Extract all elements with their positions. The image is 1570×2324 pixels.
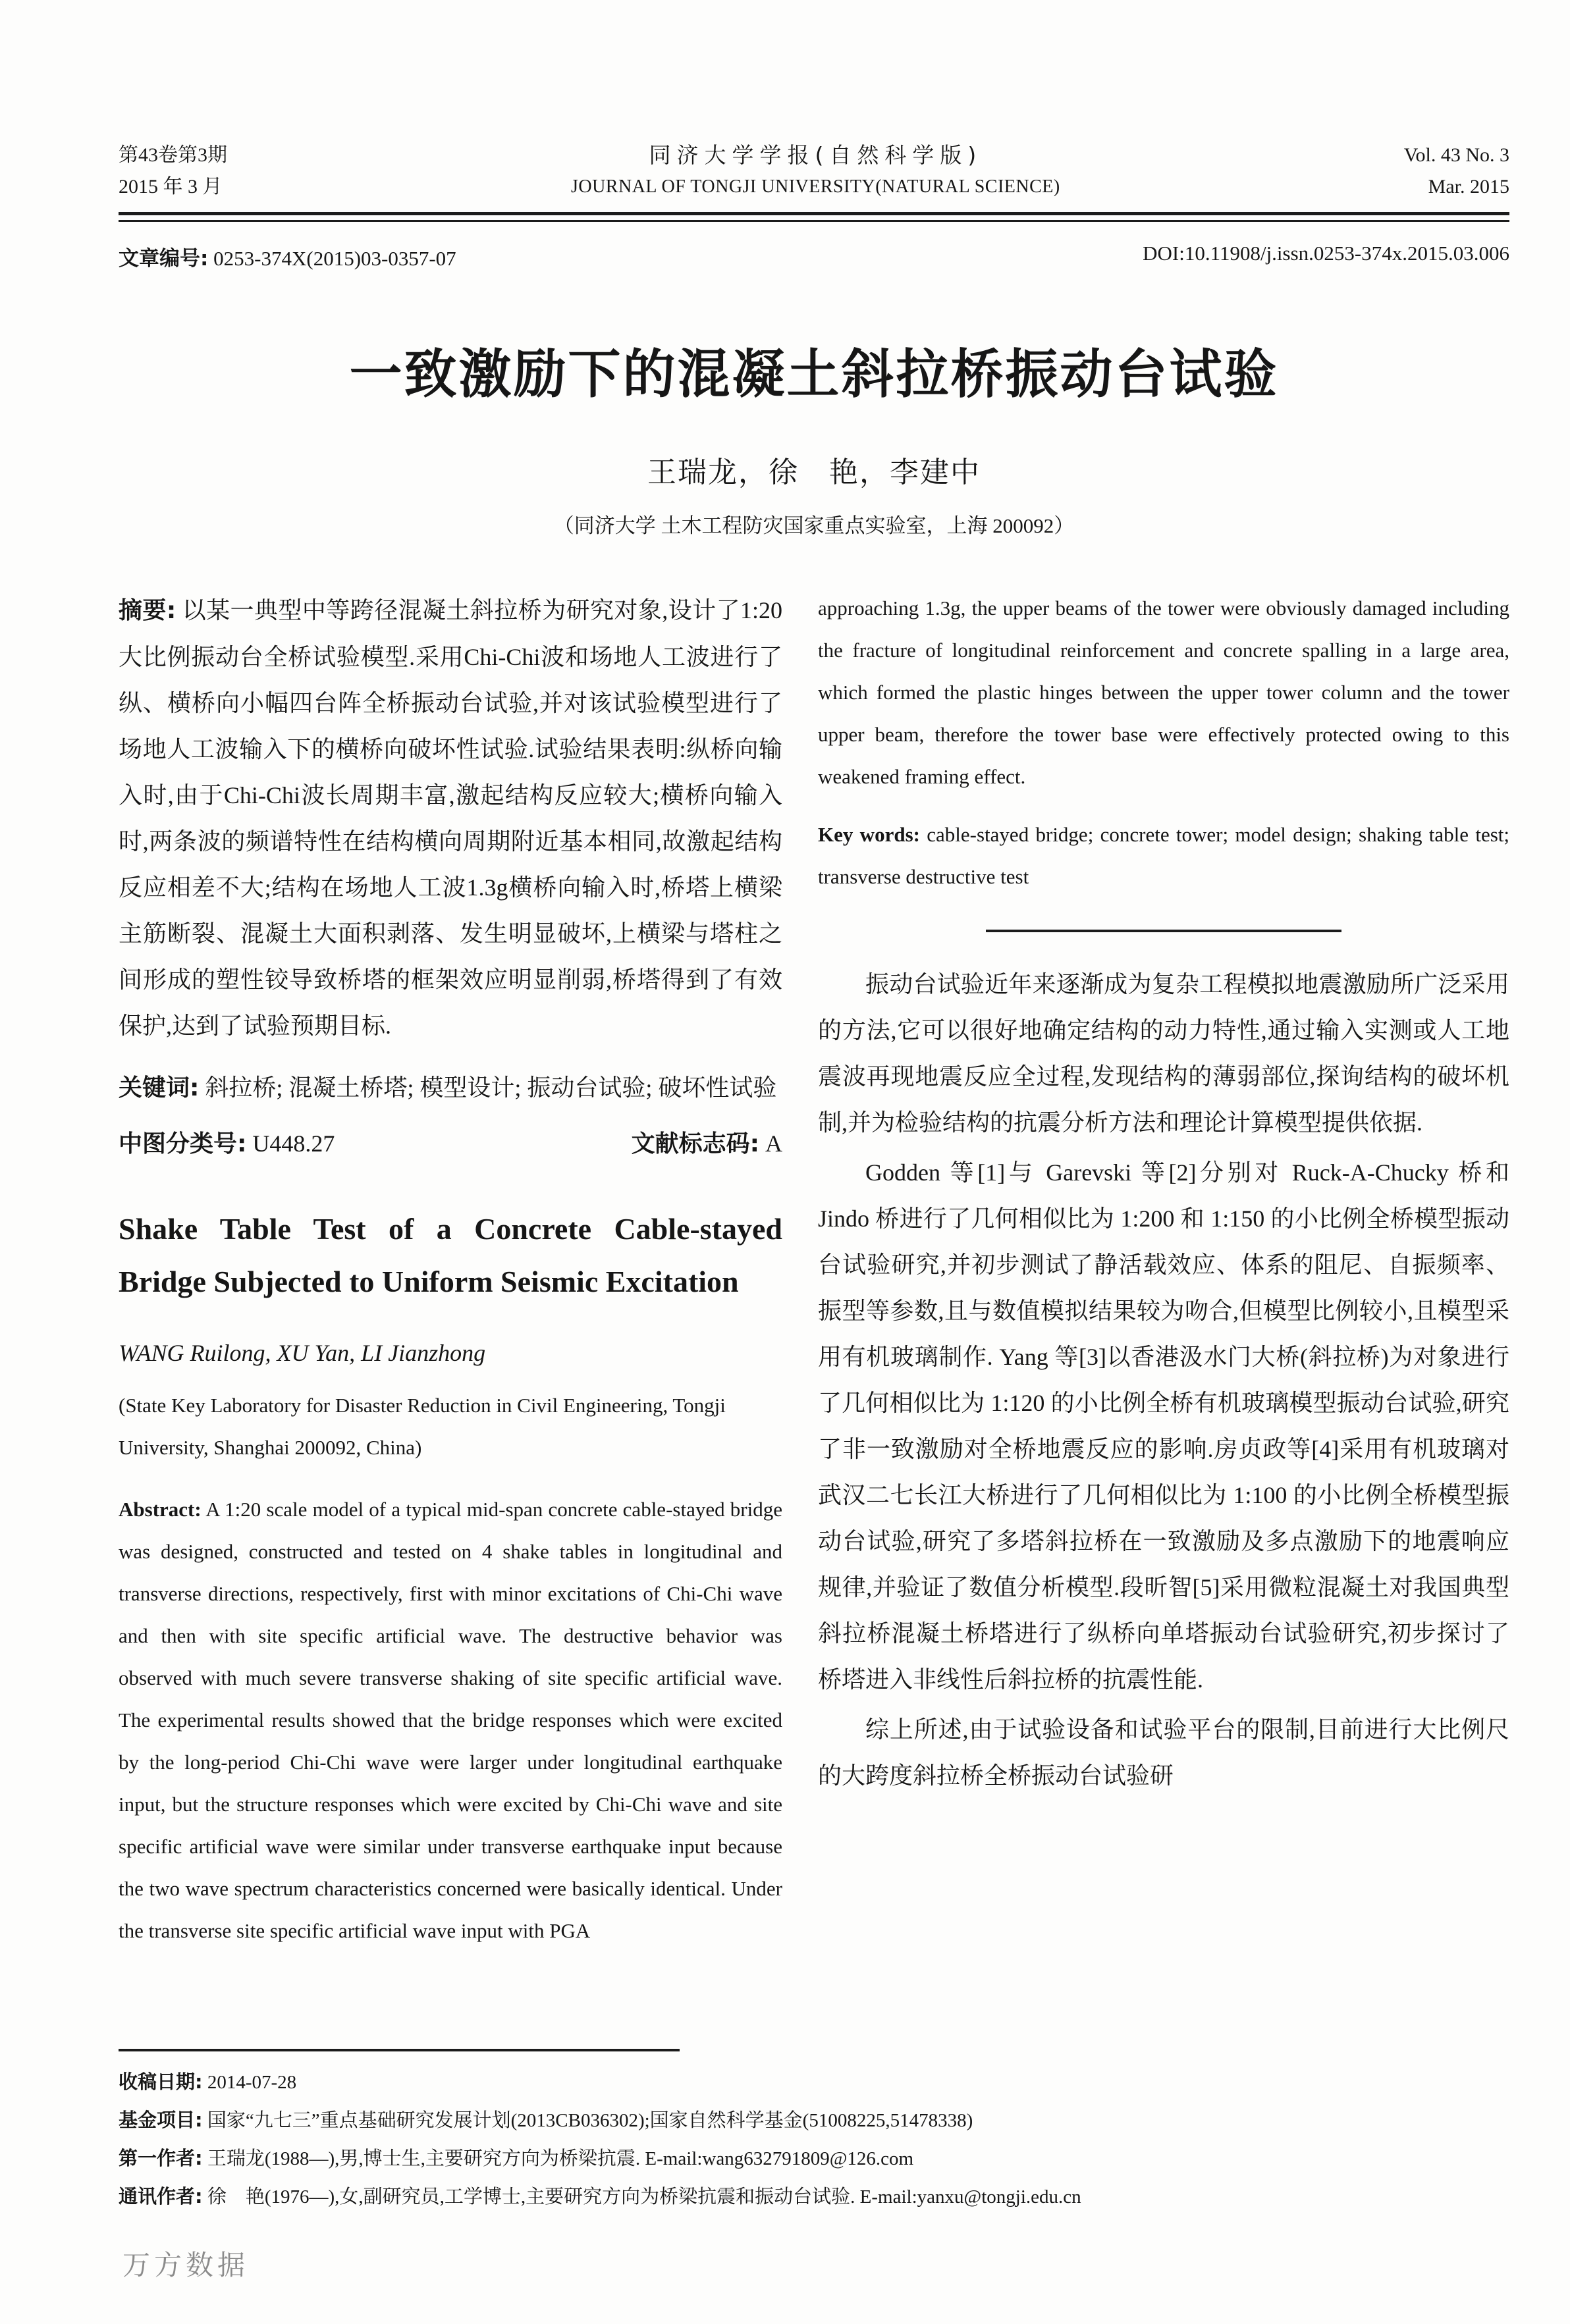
abstract-cn-label: 摘要: [119,597,176,624]
article-number [119,242,456,271]
journal-issue-cn: 第43卷第3期 [119,144,227,166]
footnote-received-label: 收稿日期: [119,2071,203,2093]
doc-code-value: A [765,1130,782,1157]
keywords-cn-label: 关键词: [119,1074,200,1101]
intro-paragraph-1: 振动台试验近年来逐渐成为复杂工程模拟地震激励所广泛采用的方法,它可以很好地确定结构的动力特性,通过输入实测或人工地震波再现地震反应全过程,发现结构的薄弱部位,探询结构的破坏机制,并为检验结构的抗震分析方法和理论计算模型提供依据. [818,971,1509,1136]
left-column [119,587,782,2046]
section-divider [986,930,1341,932]
footnote-corresponding-label: 通讯作者: [119,2185,203,2207]
article-number-label: 文章编号: [119,247,209,271]
page-content [119,0,1509,2046]
keywords-en-text: cable-stayed bridge; concrete tower; model design; shaking table test; transverse destructive test [818,823,1509,888]
header-center [227,140,1404,203]
footnote-corresponding [119,2178,1509,2216]
header-left [119,140,227,203]
keywords-en-label: Key words: [818,823,920,846]
doc-code [632,1121,782,1167]
affiliation-en: (State Key Laboratory for Disaster Reduction in Civil Engineering, Tongji University, Shanghai 200092, China) [119,1394,726,1459]
title-en: Shake Table Test of a Concrete Cable-stayed Bridge Subjected to Uniform Seismic Excitation [119,1212,782,1298]
intro-paragraph-3: 综上所述,由于试验设备和试验平台的限制,目前进行大比例尺的大跨度斜拉桥全桥振动台试验研 [818,1716,1509,1789]
journal-header [119,0,1509,203]
journal-vol-en: Vol. 43 No. 3 [1403,144,1509,166]
abstract-en-text: A 1:20 scale model of a typical mid-span concrete cable-stayed bridge was designed, constructed and tested on 4 shake tables in longitudinal and transverse directions, respectively, first with minor excitations of Chi-Chi wave and then with site specific artificial wave. The destructive behavior was observed with much severe transverse shaking of site specific artificial wave. The experimental results showed that the bridge responses which were excited by the long-period Chi-Chi wave were larger under longitudinal earthquake input, but the structure responses which were excited by Chi-Chi wave and site specific artificial wave were similar under transverse earthquake input because the two wave spectrum characteristics concerned were basically identical. Under the transverse site specific artificial wave input with PGA [119,1498,782,1942]
affiliation-cn: （同济大学 土木工程防灾国家重点实验室，上海 200092） [553,514,1075,537]
journal-name-en: JOURNAL OF TONGJI UNIVERSITY(NATURAL SCIENCE) [570,176,1060,197]
wanfang-watermark: 万方数据 [122,2251,250,2281]
page-title: 一致激励下的混凝土斜拉桥振动台试验 [349,344,1279,405]
abstract-cn [119,587,782,1049]
right-column [818,587,1509,2046]
journal-date-en: Mar. 2015 [1428,176,1509,198]
authors-cn: 王瑞龙，徐 艳，李建中 [647,456,981,489]
footnote-received [119,2063,1509,2101]
keywords-en [818,814,1509,898]
footnote-received-text: 2014-07-28 [207,2072,297,2093]
journal-date-cn: 2015 年 3 月 [119,176,223,198]
footnote-block [119,2049,1509,2216]
clc-value: U448.27 [252,1130,335,1157]
abstract-en-continued: approaching 1.3g, the upper beams of the tower were obviously damaged including the fracture of longitudinal reinforcement and concrete spalling in a large area, which formed the plastic hinges between the upper tower column and the tower upper beam, therefore the tower base were effectively protected owing to this weakened framing effect. [818,596,1509,788]
footnote-corresponding-text: 徐 艳(1976—),女,副研究员,工学博士,主要研究方向为桥梁抗震和振动台试验. E-mail:yanxu@tongji.edu.cn [207,2186,1081,2207]
footnote-first-author-text: 王瑞龙(1988—),男,博士生,主要研究方向为桥梁抗震. E-mail:wang632791809@126.com [207,2148,914,2169]
footnote-funding-label: 基金项目: [119,2109,203,2131]
two-column-body [119,587,1509,2046]
footnote-first-author [119,2140,1509,2178]
authors-en: WANG Ruilong, XU Yan, LI Jianzhong [119,1340,486,1366]
journal-name-cn: 同济大学学报(自然科学版) [649,142,983,168]
abstract-en [119,1489,782,1952]
keywords-cn-text: 斜拉桥; 混凝土桥塔; 模型设计; 振动台试验; 破坏性试验 [205,1074,777,1101]
clc-label: 中图分类号: [119,1130,247,1157]
header-double-rule [119,212,1509,222]
abstract-en-label: Abstract: [119,1498,202,1521]
clc-row [119,1121,782,1167]
intro-paragraph-2: Godden 等[1]与 Garevski 等[2]分别对 Ruck-A-Chucky 桥和 Jindo 桥进行了几何相似比为 1:200 和 1:150 的小比例全桥模型振动台试验研究,并初步测试了静活载效应、体系的阻尼、自振频率、振型等参数,且与数值模拟结果较为吻合,但模型比例较小,且模型采用有机玻璃制作. Yang 等[3]以香港汲水门大桥(斜拉桥)为对象进行了几何相似比为 1:120 的小比例全桥有机玻璃模型振动台试验,研究了非一致激励对全桥地震反应的影响.房贞政等[4]采用有机玻璃对武汉二七长江大桥进行了几何相似比为 1:100 的小比例全桥模型振动台试验,研究了多塔斜拉桥在一致激励及多点激励下的地震响应规律,并验证了数值分析模型.段昕智[5]采用微粒混凝土对我国典型斜拉桥混凝土桥塔进行了纵桥向单塔振动台试验研究,初步探讨了桥塔进入非线性后斜拉桥的抗震性能. [818,1159,1509,1693]
abstract-cn-text: 以某一典型中等跨径混凝土斜拉桥为研究对象,设计了1:20大比例振动台全桥试验模型.采用Chi-Chi波和场地人工波进行了纵、横桥向小幅四台阵全桥振动台试验,并对该试验模型进行了场地人工波输入下的横桥向破坏性试验.试验结果表明:纵桥向输入时,由于Chi-Chi波长周期丰富,激起结构反应较大;横桥向输入时,两条波的频谱特性在结构横向周期附近基本相同,故激起结构反应相差不大;结构在场地人工波1.3g横桥向输入时,桥塔上横梁主筋断裂、混凝土大面积剥落、发生明显破坏,上横梁与塔柱之间形成的塑性铰导致桥塔的框架效应明显削弱,桥塔得到了有效保护,达到了试验预期目标. [119,597,782,1039]
meta-row [119,242,1509,271]
header-right [1404,140,1509,203]
clc-number [119,1121,335,1167]
doc-code-label: 文献标志码: [631,1130,759,1157]
footnote-funding-text: 国家“九七三”重点基础研究发展计划(2013CB036302);国家自然科学基金(51008225,51478338) [207,2110,973,2131]
article-number-value: 0253-374X(2015)03-0357-07 [213,247,456,270]
keywords-cn [119,1065,782,1111]
footnote-funding [119,2101,1509,2140]
doi-text: DOI:10.11908/j.issn.0253-374x.2015.03.006 [1143,242,1509,265]
footnote-first-author-label: 第一作者: [119,2147,203,2169]
